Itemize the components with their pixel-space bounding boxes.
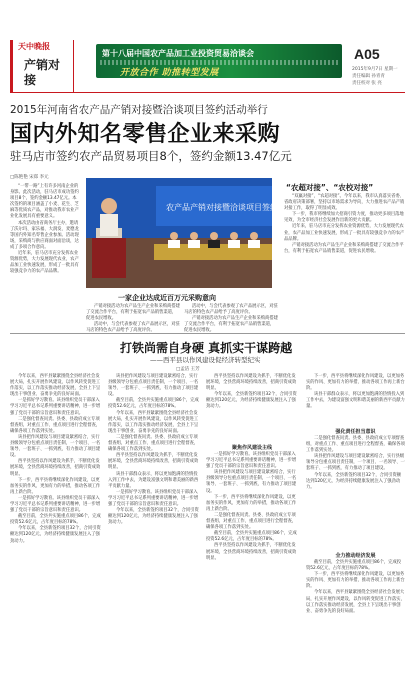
story-divider [10, 333, 405, 334]
paragraph: 本次活动由省商务厅主办，邀请了沃尔玛、家乐福、大润发、麦德龙等国内外知名零售企业参加。活动现场，采购商与供应商面对面洽谈，达成了多项合作意向。 [10, 220, 79, 250]
paragraph: 该县把作风建设与项目建设紧密结合，实行县级领导分包重点项目责任制，一个项目、一名领导、一套班子、一抓到底，有力推动了项目建设。 [306, 454, 405, 472]
paragraph: 一是抓好学习教育。该县组织党员干部深入学习习近平总书记系列重要讲话精神，进一步增强了党员干部的宗旨意识和责任意识。 [108, 489, 199, 507]
paragraph: 二是强化督查问责。县委、县政府成立专项督查组，对重点工作、重点项目进行全程督查，确保各项工作落到实处。 [306, 436, 405, 454]
paragraph: 截至目前，全县共实施重点项目86个，完成投资52.6亿元，占年度目标的78%。 [108, 398, 199, 410]
paragraph: 该县把作风建设与项目建设紧密结合，实行县级领导分包重点项目责任制，一个项目、一名领导、一套班子、一抓到底，有力推动了项目建设。 [108, 374, 199, 398]
lead-kicker: 2015年河南省农产品产销对接暨洽谈项目签约活动举行 [10, 104, 268, 116]
section-name: 产销对接 [24, 58, 61, 87]
second-column-2 [108, 374, 200, 672]
photo-backdrop-text: 农产品产销对接暨洽谈项目签约 [166, 203, 278, 212]
second-subtitle: ——西平县以作风建设促经济转型纪实 [150, 356, 261, 364]
paragraph: 截至目前，全县共实施重点项目86个，完成投资52.6亿元，占年度目标的78%。 [206, 531, 297, 543]
paragraph: 今年以来，全县新签约项目32个，合同引资额达到120亿元，为经济持续健康发展注入了强劲动力。 [108, 508, 199, 526]
second-subsection-3: 全力推动经济发展 [335, 553, 376, 559]
second-headline: 打铁尚需自身硬 真抓实干谋跨越 [120, 341, 293, 355]
event-banner-title: 第十八届中国农产品加工业投资贸易洽谈会 [102, 49, 254, 58]
paragraph: 一是抓好学习教育。该县组织党员干部深入学习习近平总书记系列重要讲话精神，进一步增强了党员干部的宗旨意识和责任意识。 [206, 452, 297, 470]
paragraph: 该县把作风建设与项目建设紧密结合，实行县级领导分包重点项目责任制，一个项目、一名领导、一套班子、一抓到底，有力推动了项目建设。 [10, 434, 101, 459]
second-subsection-2: 强化责任担当意识 [335, 429, 376, 435]
event-photo [86, 178, 278, 288]
lead-sidebar-column [284, 194, 405, 330]
paragraph: 近年来，驻马店市充分发挥农业资源优势，大力发展现代农业，农产品加工业快速发展，形成了一批具有较强竞争力的农产品品牌。 [10, 251, 79, 275]
issue-date: 2015年9月7日 星期一 [352, 67, 398, 72]
paragraph: 下一步，西平县将继续深化作风建设，以更加务实的作风、更加有力的举措，推动各项工作再上新台阶。 [306, 374, 405, 392]
paragraph: 二是强化督查问责。县委、县政府成立专项督查组，对重点工作、重点项目进行全程督查，确保各项工作落到实处。 [206, 512, 297, 531]
paragraph: 该县干部群众表示，将以更加饱满的热情投入到工作中去，为建设富强文明和谐美丽的新西平贡献力量。 [306, 392, 405, 410]
paragraph: 二是强化督查问责。县委、县政府成立专项督查组，对重点工作、重点项目进行全程督查，确保各项工作落到实处。 [108, 434, 199, 453]
second-column-1 [10, 374, 102, 672]
paragraph: 近年来，驻马店市充分发挥农业资源优势，大力发展现代农业，农产品加工业快速发展，形成了一批具有较强竞争力的农产品品牌。 [284, 224, 405, 242]
lead-subhead: 驻马店市签约农产品贸易项目8个，签约金额13.47亿元 [10, 149, 292, 163]
second-column-4b [306, 436, 405, 550]
event-banner-slogan: 开放合作 助推转型发展 [120, 68, 219, 78]
lead-column-2 [86, 304, 180, 334]
second-subsection-1: 聚焦作风建设主线 [231, 445, 272, 451]
paragraph: “双赢对接”，“农超对接”。今年以来，我市认真落实省委、省政府决策部署，坚持以市场需求为导向，大力推进农产品产销对接工作，取得了明显成效。 [284, 194, 405, 212]
lead-headline: 国内外知名零售企业来采购 [10, 122, 281, 147]
photo-caption: 一家企业达成近百万元采购意向 [118, 294, 216, 302]
paragraph: 活动中，与会代表参观了农产品展示区，对驻马店的特色农产品给予了高度评价。 [184, 304, 278, 316]
paragraph: 下一步，西平县将继续深化作风建设，以更加务实的作风、更加有力的举措，推动各项工作再上新台阶。 [206, 494, 297, 512]
sidebar-title: “农超对接”、“农校对接” [286, 183, 374, 192]
paragraph: 下一步，西平县将继续深化作风建设，以更加务实的作风、更加有力的举措，推动各项工作再上新台阶。 [10, 477, 101, 495]
paragraph: 今年以来，西平县紧紧围绕全县经济社会发展大局，扎实开展作风建设，以作风转变促进工作落实，以工作落实推动经济发展，全县上下呈现出干事创业、奋勇争先的良好局面。 [108, 410, 199, 434]
paragraph: 西平县坚持以作风建设为抓手，不断优化发展环境，全县营商环境持续改善，招商引资成效明显。 [108, 453, 199, 471]
paragraph: 活动中，与会代表参观了农产品展示区，对驻马店的特色农产品给予了高度评价。 [86, 322, 180, 334]
editor-line: 责任编辑 孙青青 [352, 74, 385, 79]
second-column-3a [206, 374, 298, 442]
paragraph: 下一步，我市将继续加大招商引资力度，推动更多项目落地见效，为全市经济社会发展作出新的更大贡献。 [284, 212, 404, 224]
paragraph: 产销对接活动为农产品生产企业和采购商搭建了交流合作平台，有利于拓宽农产品销售渠道，促进农民增收。 [184, 316, 278, 334]
proof-line: 责任校对 张 亮 [352, 81, 382, 86]
paragraph: 产销对接活动为农产品生产企业和采购商搭建了交流合作平台，有利于拓宽农产品销售渠道，促进农民增收。 [284, 242, 404, 254]
paragraph: 该县干部群众表示，将以更加饱满的热情投入到工作中去，为建设富强文明和谐美丽的新西平贡献力量。 [108, 471, 199, 489]
paragraph: 截至目前，全县共实施重点项目86个，完成投资52.6亿元，占年度目标的78%。 [306, 560, 402, 572]
paragraph: 西平县坚持以作风建设为抓手，不断优化发展环境，全县营商环境持续改善，招商引资成效明显。 [206, 374, 297, 392]
paragraph: 一是抓好学习教育。该县组织党员干部深入学习习近平总书记系列重要讲话精神，进一步增强了党员干部的宗旨意识和责任意识。 [10, 495, 101, 514]
paragraph: 今年以来，西平县紧紧围绕全县经济社会发展大局，扎实开展作风建设，以作风转变促进工作落实，以工作落实推动经济发展，全县上下呈现出干事创业、奋勇争先的良好局面。 [10, 374, 101, 398]
paragraph: 二是强化督查问责。县委、县政府成立专项督查组，对重点工作、重点项目进行全程督查，确保各项工作落到实处。 [10, 416, 101, 434]
paragraph: “一带一路”上有许多河南企业的身影。此次活动，驻马店市成功签约项目8个，签约金额13.47亿元。本次签约的项目涵盖了小麦、花生、芝麻等优质农产品，对推动我市农业产业化发展具有重要意义。 [10, 184, 79, 220]
event-photo-image [86, 178, 278, 288]
second-byline: □孟洁 王芳 [176, 367, 200, 372]
lead-column-3 [184, 304, 278, 334]
second-column-4a [306, 374, 405, 426]
paragraph: 下一步，西平县将继续深化作风建设，以更加务实的作风、更加有力的举措，推动各项工作再上新台阶。 [306, 572, 405, 590]
page-number: A05 [354, 46, 380, 62]
lead-column-1 [10, 184, 80, 330]
paragraph: 产销对接活动为农产品生产企业和采购商搭建了交流合作平台，有利于拓宽农产品销售渠道，促进农民增收。 [86, 304, 180, 322]
paragraph: 今年以来，全县新签约项目32个，合同引资额达到120亿元，为经济持续健康发展注入了强劲动力。 [206, 392, 297, 410]
newspaper-brand: 天中晚报 [18, 41, 50, 51]
paragraph: 一是抓好学习教育。该县组织党员干部深入学习习近平总书记系列重要讲话精神，进一步增强了党员干部的宗旨意识和责任意识。 [10, 398, 101, 416]
paragraph: 截至目前，全县共实施重点项目86个，完成投资52.6亿元，占年度目标的78%。 [10, 514, 101, 526]
masthead-divider [10, 92, 405, 93]
second-column-3b [206, 452, 298, 672]
lead-byline: □陈艳艳 宋郑 李元 [10, 175, 49, 180]
paragraph: 西平县坚持以作风建设为抓手，不断优化发展环境，全县营商环境持续改善，招商引资成效明显。 [206, 543, 297, 561]
paragraph: 今年以来，全县新签约项目32个，合同引资额达到120亿元，为经济持续健康发展注入了强劲动力。 [306, 472, 402, 490]
paragraph: 今年以来，西平县紧紧围绕全县经济社会发展大局，扎实开展作风建设，以作风转变促进工作落实，以工作落实推动经济发展，全县上下呈现出干事创业、奋勇争先的良好局面。 [306, 590, 405, 614]
paragraph: 该县把作风建设与项目建设紧密结合，实行县级领导分包重点项目责任制，一个项目、一名领导、一套班子、一抓到底，有力推动了项目建设。 [206, 470, 297, 494]
paragraph: 今年以来，全县新签约项目32个，合同引资额达到120亿元，为经济持续健康发展注入了强劲动力。 [10, 526, 101, 544]
second-column-4c [306, 560, 405, 672]
paragraph: 西平县坚持以作风建设为抓手，不断优化发展环境，全县营商环境持续改善，招商引资成效明显。 [10, 459, 101, 477]
